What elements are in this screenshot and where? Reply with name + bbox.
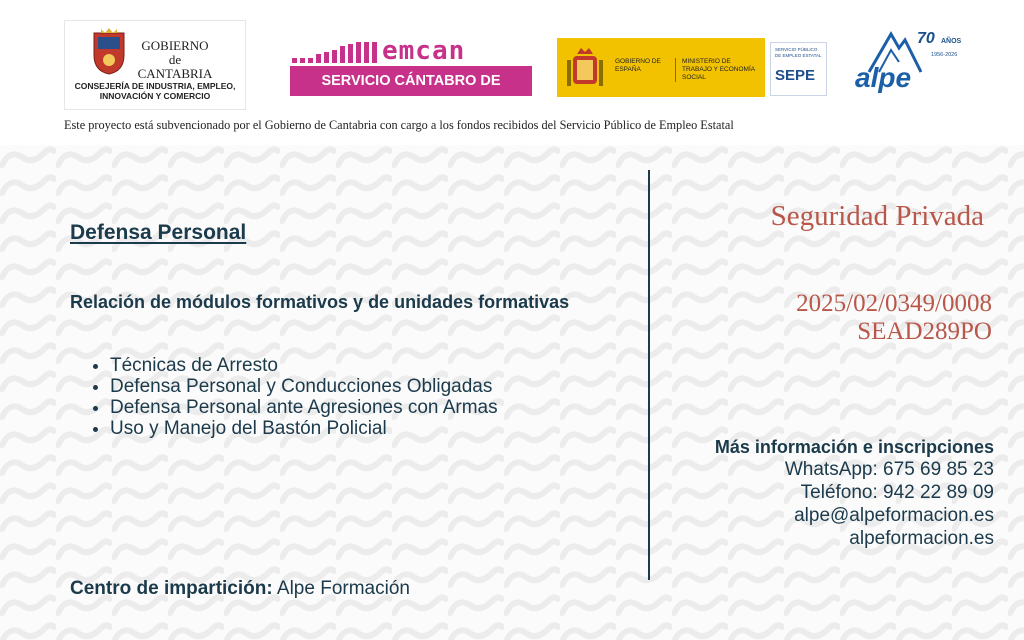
gobierno-espana-logo xyxy=(557,38,765,97)
list-item: • Defensa Personal y Conducciones Obligadas xyxy=(110,376,498,397)
list-item: • Técnicas de Arresto xyxy=(110,355,498,376)
modules-heading: Relación de módulos formativos y de unidades formativas xyxy=(70,292,570,312)
list-item: • Uso y Manejo del Bastón Policial xyxy=(110,418,498,439)
course-codes xyxy=(700,290,992,346)
gobierno-cantabria-logo xyxy=(64,20,246,110)
whatsapp-line: WhatsApp: 675 69 85 23 xyxy=(784,459,994,480)
emcan-wordmark: emcan xyxy=(382,36,466,66)
course-category: Seguridad Privada xyxy=(770,200,984,232)
email-line: alpe@alpeformacion.es xyxy=(794,505,994,526)
modules-list xyxy=(70,355,498,439)
emcan-logo xyxy=(290,36,532,119)
training-center xyxy=(70,578,410,600)
cantabria-name: GOBIERNO de CANTABRIA xyxy=(137,38,213,81)
phone-line: Teléfono: 942 22 89 09 xyxy=(800,482,994,503)
ministerio-text: MINISTERIO DE TRABAJO Y ECONOMÍA SOCIAL xyxy=(675,58,758,82)
sepe-full-name: SERVICIO PÚBLICO DE EMPLEO ESTATAL xyxy=(775,47,822,58)
alpe-wordmark: alpe xyxy=(855,62,912,93)
header xyxy=(0,0,1024,145)
training-center-value: Alpe Formación xyxy=(272,578,410,599)
sepe-logo xyxy=(770,42,827,96)
cantabria-shield-icon xyxy=(91,27,127,75)
subsidy-notice: Este proyecto está subvencionado por el Gobierno de Cantabria con cargo a los fondos recibidos del Servicio Público de Empleo Estatal xyxy=(64,118,734,132)
course-code: 2025/02/0349/0008 xyxy=(796,290,992,317)
alpe-logo xyxy=(855,26,965,98)
emcan-dots-icon xyxy=(290,40,380,66)
contact-heading: Más información e inscripciones xyxy=(714,437,994,457)
gobierno-espana-text: GOBIERNO DE ESPAÑA xyxy=(615,58,661,73)
cantabria-department: CONSEJERÍA DE INDUSTRIA, EMPLEO, INNOVACIÓN Y COMERCIO xyxy=(74,81,236,101)
spain-coat-of-arms-icon xyxy=(565,46,605,90)
course-title: Defensa Personal xyxy=(70,221,247,244)
alpe-years-range: 1956-2026 xyxy=(931,52,958,58)
emcan-bar: SERVICIO CÁNTABRO DE EMPLEO xyxy=(290,66,532,96)
course-code-short: SEAD289PO xyxy=(857,318,992,345)
list-item: • Defensa Personal ante Agresiones con Armas xyxy=(110,397,498,418)
alpe-anos-label: AÑOS xyxy=(941,38,962,45)
website-line: alpeformacion.es xyxy=(849,528,994,549)
sepe-acronym: SEPE xyxy=(775,67,816,84)
training-center-label: Centro de impartición: xyxy=(70,578,273,599)
vertical-divider xyxy=(648,170,650,580)
contact-block xyxy=(660,436,994,550)
alpe-anniversary-number: 70 xyxy=(917,30,935,47)
